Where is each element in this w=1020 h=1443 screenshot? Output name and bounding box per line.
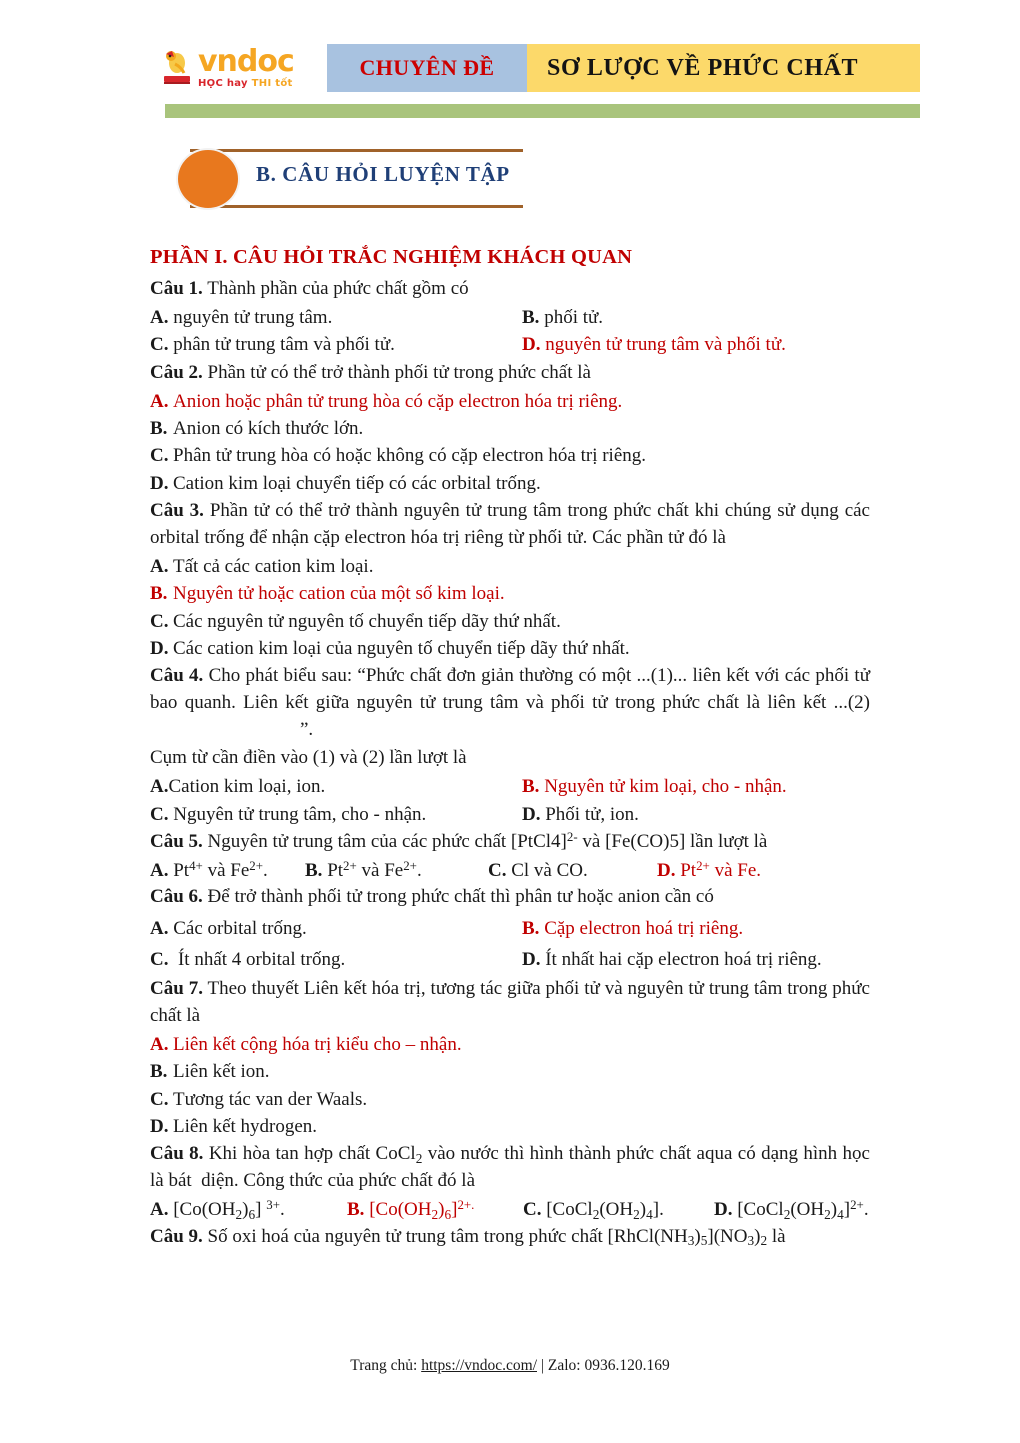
option-letter: C. bbox=[150, 610, 169, 632]
section-rule-top bbox=[190, 149, 523, 152]
option-text: Các nguyên tử nguyên tố chuyển tiếp dãy thứ nhất. bbox=[173, 610, 561, 632]
option-c[interactable] bbox=[150, 1086, 870, 1113]
option-letter: C. bbox=[150, 803, 169, 825]
question-stem-text: Số oxi hoá của nguyên tử trung tâm trong phức chất $[RhCl(NH_3)_5](NO_3)_2$ là bbox=[207, 1225, 786, 1249]
option-letter: B. bbox=[150, 1061, 168, 1083]
option-b[interactable] bbox=[522, 773, 870, 800]
question-stem-tail: ”. bbox=[300, 719, 314, 741]
option-letter: D. bbox=[657, 860, 676, 882]
option-letter: A. bbox=[150, 556, 169, 578]
option-a[interactable] bbox=[150, 388, 870, 415]
option-letter: A. bbox=[150, 860, 169, 882]
section-title-frame bbox=[168, 146, 523, 208]
option-text: Các orbital trống. bbox=[173, 918, 307, 940]
section-bullet-circle-icon bbox=[176, 148, 240, 210]
option-b[interactable] bbox=[150, 580, 870, 607]
footer-prefix: Trang chủ: bbox=[350, 1357, 422, 1374]
option-b[interactable] bbox=[347, 1196, 523, 1223]
option-c[interactable] bbox=[488, 857, 657, 884]
option-text: Cation kim loại, ion. bbox=[168, 776, 326, 798]
question-stem bbox=[150, 276, 870, 303]
section-title-zone bbox=[0, 146, 1020, 218]
vndoc-logo[interactable] bbox=[162, 44, 327, 89]
option-text: Anion hoặc phân tử trung hòa có cặp electron hóa trị riêng. bbox=[173, 390, 623, 412]
logo-tagline-orange: THI tốt bbox=[251, 77, 293, 89]
option-d[interactable] bbox=[522, 801, 870, 828]
option-letter: A. bbox=[150, 918, 169, 940]
option-text: $[CoCl_2(OH_2)_4]^{2+}$. bbox=[737, 1197, 869, 1223]
option-letter: C. bbox=[150, 334, 169, 356]
logo-tagline bbox=[198, 79, 294, 89]
question-stem bbox=[150, 498, 870, 552]
question-label: Câu 7. bbox=[150, 978, 203, 1000]
option-b[interactable] bbox=[150, 415, 870, 442]
option-c[interactable] bbox=[150, 801, 522, 828]
option-text: $Pt^{4+}$ và $Fe^{2+}$. bbox=[173, 858, 268, 882]
option-a[interactable] bbox=[150, 1196, 347, 1223]
question-stem bbox=[150, 884, 870, 911]
option-row bbox=[150, 304, 870, 331]
option-c[interactable] bbox=[150, 442, 870, 469]
question-label: Câu 4. bbox=[150, 665, 204, 687]
section-rule-bottom bbox=[190, 205, 523, 208]
option-text: Liên kết cộng hóa trị kiểu cho – nhận. bbox=[173, 1034, 462, 1056]
section-title: B. CÂU HỎI LUYỆN TẬP bbox=[256, 162, 510, 186]
option-letter: A. bbox=[150, 306, 169, 328]
question-label: Câu 3. bbox=[150, 500, 204, 522]
option-text: Các cation kim loại của nguyên tố chuyển tiếp dãy thứ nhất. bbox=[173, 638, 630, 660]
question-stem-text: Khi hòa tan hợp chất CoCl$_2$ vào nước thì hình thành phức chất aqua có dạng hình học là bát diện. Công thức của phức chất đó là bbox=[150, 1143, 870, 1192]
option-text: Anion có kích thước lớn. bbox=[173, 418, 364, 440]
question-block bbox=[150, 1141, 870, 1223]
option-row bbox=[150, 915, 870, 942]
option-d[interactable] bbox=[522, 331, 870, 358]
option-a[interactable] bbox=[150, 1031, 870, 1058]
option-text: Ít nhất 4 orbital trống. bbox=[177, 948, 346, 970]
question-block bbox=[150, 276, 870, 359]
option-letter: C. bbox=[523, 1199, 542, 1221]
option-letter: B. bbox=[522, 306, 540, 328]
question-stem-text: Cho phát biểu sau: “Phức chất đơn giản thường có một ...(1)... liên kết với các phối tử bao quanh. Liên kết giữa nguyên tử trung tâm và phối tử trong phức chất là liên kết ...(2) bbox=[150, 665, 870, 714]
page-footer bbox=[0, 1357, 1020, 1375]
banner-chuyen-de bbox=[327, 44, 527, 92]
option-b[interactable] bbox=[522, 304, 870, 331]
option-c[interactable] bbox=[150, 331, 522, 358]
banner-chuyen-de-label: CHUYÊN ĐỀ bbox=[359, 55, 495, 80]
question-stem bbox=[150, 663, 870, 744]
question-stem bbox=[150, 360, 870, 387]
option-text: phối tử. bbox=[544, 306, 604, 328]
question-block bbox=[150, 976, 870, 1140]
part-title: PHẦN I. CÂU HỎI TRẮC NGHIỆM KHÁCH QUAN bbox=[150, 246, 633, 268]
option-row bbox=[150, 331, 870, 358]
option-text: $[Co(OH_2)_6]$ $^{3+}$. bbox=[173, 1197, 285, 1223]
vndoc-mascot-icon bbox=[162, 50, 196, 86]
question-stem-text: Phần tử có thể trở thành phối tử trong phức chất là bbox=[207, 361, 591, 383]
option-text: Phối tử, ion. bbox=[545, 803, 639, 825]
option-text: phân tử trung tâm và phối tử. bbox=[173, 334, 395, 356]
option-text: Cation kim loại chuyển tiếp có các orbital trống. bbox=[173, 472, 541, 494]
document-content bbox=[150, 246, 870, 1252]
option-letter: A. bbox=[150, 1034, 169, 1056]
question-label: Câu 6. bbox=[150, 886, 203, 908]
option-a[interactable] bbox=[150, 773, 522, 800]
header-green-bar bbox=[165, 104, 920, 118]
footer-suffix: | Zalo: 0936.120.169 bbox=[537, 1357, 670, 1374]
option-text: Cặp electron hoá trị riêng. bbox=[544, 918, 744, 940]
logo-tagline-red: HỌC hay bbox=[198, 77, 252, 89]
option-text: Nguyên tử trung tâm, cho - nhận. bbox=[173, 803, 427, 825]
option-letter: B. bbox=[150, 418, 168, 440]
option-b[interactable] bbox=[305, 857, 488, 884]
question-label: Câu 1. bbox=[150, 278, 203, 299]
header-inner bbox=[162, 44, 920, 92]
option-text: Tất cả các cation kim loại. bbox=[173, 556, 374, 578]
question-label: Câu 9. bbox=[150, 1225, 203, 1247]
option-c[interactable] bbox=[150, 946, 522, 973]
option-b[interactable] bbox=[522, 915, 870, 942]
option-c[interactable] bbox=[150, 608, 870, 635]
option-letter: D. bbox=[522, 948, 541, 970]
question-label: Câu 8. bbox=[150, 1143, 204, 1165]
option-letter: D. bbox=[714, 1199, 733, 1221]
option-text: Tương tác van der Waals. bbox=[173, 1088, 368, 1110]
page-header bbox=[0, 0, 1020, 118]
banner-topic bbox=[527, 44, 920, 92]
option-b[interactable] bbox=[150, 1058, 870, 1085]
option-a[interactable] bbox=[150, 304, 522, 331]
question-stem-text: Thành phần của phức chất gồm có bbox=[207, 278, 469, 299]
option-letter: A. bbox=[150, 776, 169, 798]
option-text: $Pt^{2+}$ và $Fe^{2+}$. bbox=[327, 858, 422, 882]
logo-wordmark: vndoc bbox=[198, 44, 294, 79]
option-letter: D. bbox=[150, 472, 169, 494]
option-d[interactable] bbox=[150, 470, 870, 497]
question-block bbox=[150, 663, 870, 828]
question-stem bbox=[150, 976, 870, 1030]
option-text: Phân tử trung hòa có hoặc không có cặp electron hóa trị riêng. bbox=[173, 445, 647, 467]
option-text: $Pt^{2+}$ và Fe. bbox=[680, 858, 762, 882]
question-block bbox=[150, 498, 870, 662]
option-d[interactable] bbox=[522, 946, 870, 973]
option-a[interactable] bbox=[150, 553, 870, 580]
footer-website-link[interactable]: https://vndoc.com/ bbox=[421, 1357, 537, 1374]
question-block bbox=[150, 360, 870, 497]
banner-topic-label: SƠ LƯỢC VỀ PHỨC CHẤT bbox=[547, 54, 859, 81]
option-text: nguyên tử trung tâm và phối tử. bbox=[545, 334, 786, 356]
question-stem-text: Nguyên tử trung tâm của các phức chất [PtCl4]$^{2-}$ và [Fe(CO)5] lần lượt là bbox=[207, 829, 768, 853]
option-text: Liên kết ion. bbox=[173, 1061, 270, 1083]
option-text: $[Co(OH_2)_6]^{2+.}$ bbox=[369, 1197, 475, 1223]
question-stem-text: Phần tử có thể trở thành nguyên tử trung tâm trong phức chất khi chúng sử dụng các orbital trống để nhận cặp electron hóa trị riêng từ phối tử. Các phần tử đó là bbox=[150, 500, 870, 549]
question-stem bbox=[150, 829, 870, 856]
option-row bbox=[150, 946, 870, 973]
option-row bbox=[150, 1196, 870, 1223]
option-letter: B. bbox=[150, 583, 168, 605]
option-a[interactable] bbox=[150, 857, 305, 884]
option-letter: B. bbox=[522, 776, 540, 798]
option-letter: B. bbox=[522, 918, 540, 940]
option-letter: B. bbox=[305, 860, 323, 882]
option-d[interactable] bbox=[150, 1113, 870, 1140]
option-letter: A. bbox=[150, 1199, 169, 1221]
question-stem-text: Theo thuyết Liên kết hóa trị, tương tác giữa phối tử và nguyên tử trung tâm trong phức chất là bbox=[150, 978, 870, 1027]
question-block bbox=[150, 829, 870, 884]
option-letter: C. bbox=[150, 948, 169, 970]
option-letter: C. bbox=[150, 445, 169, 467]
question-block bbox=[150, 1224, 870, 1251]
option-letter: C. bbox=[488, 860, 507, 882]
option-c[interactable] bbox=[523, 1196, 714, 1223]
option-text: Ít nhất hai cặp electron hoá trị riêng. bbox=[545, 948, 822, 970]
option-text: $[CoCl_2(OH_2)_4]$. bbox=[546, 1199, 664, 1223]
option-text: Liên kết hydrogen. bbox=[173, 1116, 318, 1138]
option-a[interactable] bbox=[150, 915, 522, 942]
option-text: Cl và CO. bbox=[511, 860, 588, 882]
option-letter: D. bbox=[150, 638, 169, 660]
option-letter: A. bbox=[150, 390, 169, 412]
header-banner bbox=[327, 44, 920, 92]
question-stem-text: Để trở thành phối tử trong phức chất thì phân tư hoặc anion cần có bbox=[207, 886, 714, 908]
option-row bbox=[150, 801, 870, 828]
option-letter: D. bbox=[522, 803, 541, 825]
option-d[interactable] bbox=[714, 1196, 870, 1223]
option-text: nguyên tử trung tâm. bbox=[173, 306, 333, 328]
question-stem-extra: Cụm từ cần điền vào (1) và (2) lần lượt là bbox=[150, 747, 467, 769]
option-letter: C. bbox=[150, 1088, 169, 1110]
option-text: Nguyên tử kim loại, cho - nhận. bbox=[544, 776, 787, 798]
option-letter: D. bbox=[150, 1116, 169, 1138]
option-d[interactable] bbox=[150, 635, 870, 662]
question-stem bbox=[150, 1224, 870, 1251]
option-letter: B. bbox=[347, 1199, 365, 1221]
option-letter: D. bbox=[522, 334, 541, 356]
option-row bbox=[150, 857, 870, 884]
question-label: Câu 5. bbox=[150, 831, 203, 853]
option-d[interactable] bbox=[657, 857, 870, 884]
vndoc-logo-text bbox=[198, 44, 294, 89]
option-row bbox=[150, 773, 870, 800]
option-text: Nguyên tử hoặc cation của một số kim loại. bbox=[173, 583, 505, 605]
question-stem bbox=[150, 1141, 870, 1195]
question-block bbox=[150, 884, 870, 973]
question-label: Câu 2. bbox=[150, 361, 203, 383]
